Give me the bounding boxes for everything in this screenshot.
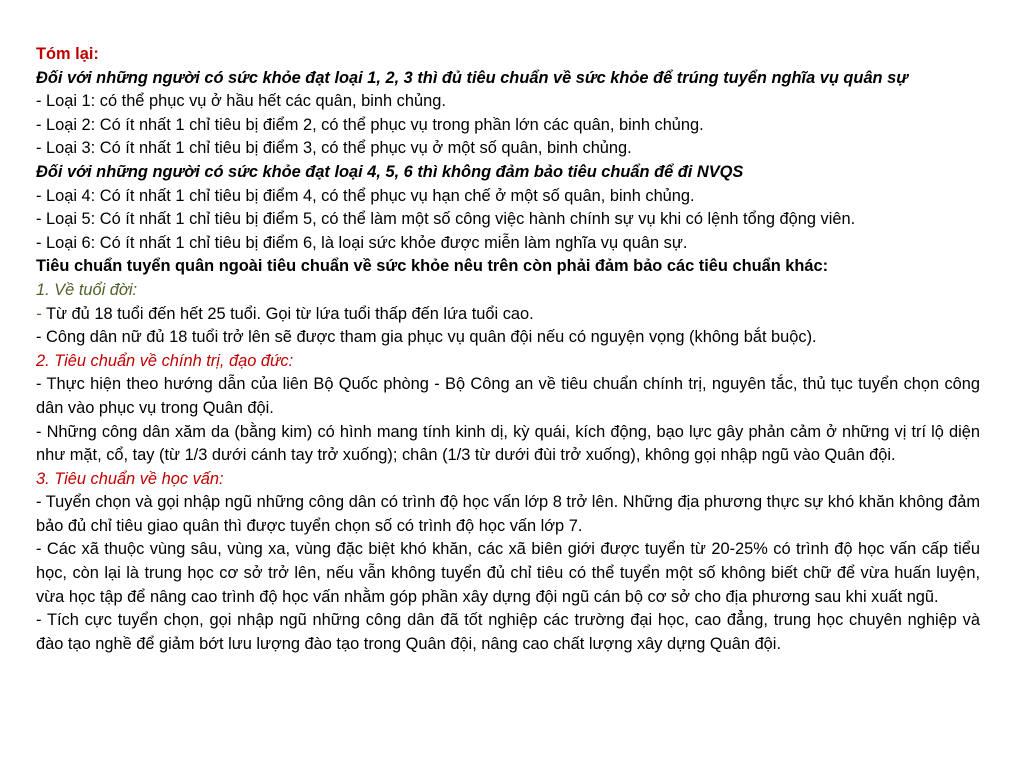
- education-section-heading: 3. Tiêu chuẩn về học vấn:: [36, 469, 224, 488]
- list-item: - Loại 4: Có ít nhất 1 chỉ tiêu bị điểm 4, có thể phục vụ hạn chế ở một số quân, binh chủng.: [36, 186, 695, 205]
- slide-content: [36, 43, 980, 656]
- politics-section-heading: 2. Tiêu chuẩn về chính trị, đạo đức:: [36, 351, 294, 370]
- age-section-heading: 1. Về tuổi đời:: [36, 280, 138, 299]
- list-item: - Thực hiện theo hướng dẫn của liên Bộ Quốc phòng - Bộ Công an về tiêu chuẩn chính trị, nguyên tắc, thủ tục tuyển chọn công dân vào phục vụ trong Quân đội.: [36, 375, 980, 417]
- list-item: - Loại 1: có thể phục vụ ở hầu hết các quân, binh chủng.: [36, 92, 446, 111]
- group1-heading: Đối với những người có sức khỏe đạt loại 1, 2, 3 thì đủ tiêu chuẩn về sức khỏe để trúng tuyển nghĩa vụ quân sự: [36, 68, 908, 87]
- list-item: - Các xã thuộc vùng sâu, vùng xa, vùng đặc biệt khó khăn, các xã biên giới được tuyển từ 20-25% có trình độ học vấn cấp tiểu học, còn lại là trung học cơ sở trở lên, nếu vẫn không tuyển đủ chỉ tiêu có thể tuyển một số không biết chữ để vừa huấn luyện, vừa học tập để nâng cao trình độ học vấn nhằm góp phần xây dựng đội ngũ cán bộ cơ sở cho địa phương sau khi xuất ngũ.: [36, 540, 980, 606]
- summary-title: Tóm lại:: [36, 45, 99, 63]
- list-item: - Những công dân xăm da (bằng kim) có hình mang tính kinh dị, kỳ quái, kích động, bạo lực gây phản cảm ở những vị trí lộ diện như mặt, cổ, tay (từ 1/3 dưới cánh tay trở xuống); chân (1/3 từ dưới đùi trở xuống), không gọi nhập ngũ vào Quân đội.: [36, 422, 980, 465]
- list-item: [36, 303, 980, 327]
- list-item: - Tuyển chọn và gọi nhập ngũ những công dân có trình độ học vấn lớp 8 trở lên. Những địa phương thực sự khó khăn không đảm bảo đủ chỉ tiêu giao quân thì được tuyển chọn số có trình độ học vấn lớp 7.: [36, 493, 980, 535]
- list-item: - Loại 5: Có ít nhất 1 chỉ tiêu bị điểm 5, có thể làm một số công việc hành chính sự vụ khi có lệnh tổng động viên.: [36, 210, 856, 229]
- age-item-dash: -: [36, 304, 47, 323]
- list-item: - Loại 6: Có ít nhất 1 chỉ tiêu bị điểm 6, là loại sức khỏe được miễn làm nghĩa vụ quân sự.: [36, 233, 688, 252]
- list-item: - Loại 2: Có ít nhất 1 chỉ tiêu bị điểm 2, có thể phục vụ trong phần lớn các quân, binh chủng.: [36, 115, 704, 134]
- list-item: - Tích cực tuyển chọn, gọi nhập ngũ những công dân đã tốt nghiệp các trường đại học, cao đẳng, trung học chuyên nghiệp và đào tạo nghề để giảm bớt lưu lượng đào tạo trong Quân đội, nâng cao chất lượng xây dựng Quân đội.: [36, 611, 980, 653]
- age-item-text: Từ đủ 18 tuổi đến hết 25 tuổi. Gọi từ lứa tuổi thấp đến lứa tuổi cao.: [46, 304, 534, 323]
- list-item: - Loại 3: Có ít nhất 1 chỉ tiêu bị điểm 3, có thể phục vụ ở một số quân, binh chủng.: [36, 139, 632, 158]
- list-item: - Công dân nữ đủ 18 tuổi trở lên sẽ được tham gia phục vụ quân đội nếu có nguyện vọng (không bắt buộc).: [36, 328, 817, 347]
- group2-heading: Đối với những người có sức khỏe đạt loại 4, 5, 6 thì không đảm bảo tiêu chuẩn để đi NVQS: [36, 162, 744, 181]
- other-standards-heading: Tiêu chuẩn tuyển quân ngoài tiêu chuẩn về sức khỏe nêu trên còn phải đảm bảo các tiêu chuẩn khác:: [36, 257, 829, 276]
